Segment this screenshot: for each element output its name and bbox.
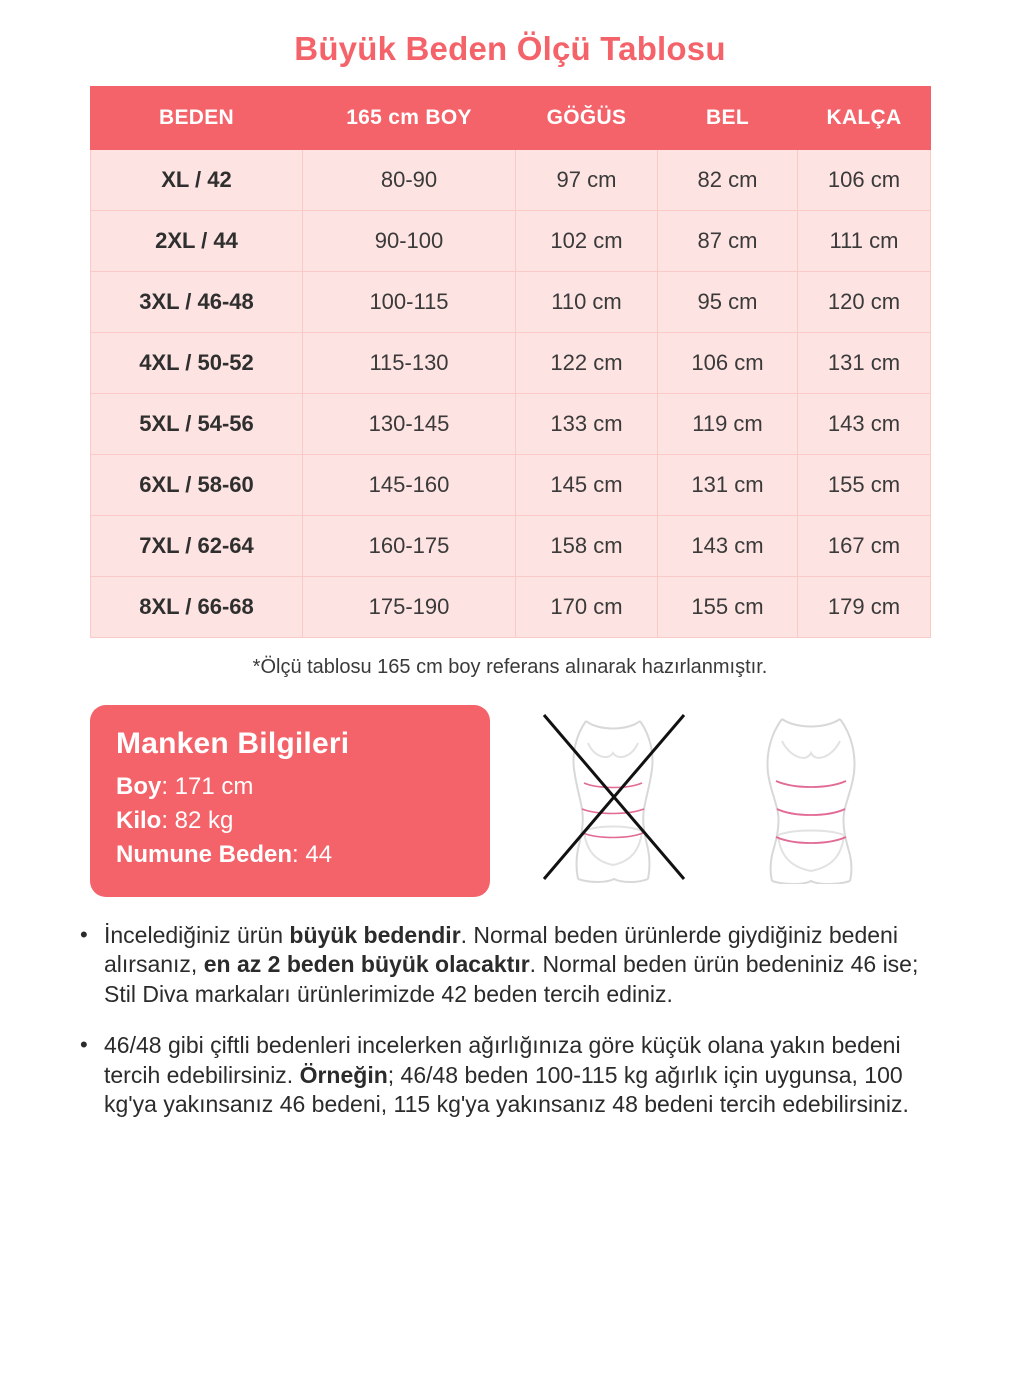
size-table bbox=[90, 86, 931, 638]
model-sample-size-label: Numune Beden bbox=[116, 841, 293, 868]
model-weight-line bbox=[116, 807, 464, 835]
page-title: Büyük Beden Ölçü Tablosu bbox=[294, 30, 726, 67]
note-text-emphasis: en az 2 beden büyük olacaktır bbox=[203, 951, 530, 978]
cell-chest: 110 cm bbox=[516, 272, 658, 333]
cell-size: 8XL / 66-68 bbox=[91, 577, 303, 638]
column-header-gogus: GÖĞÜS bbox=[516, 87, 658, 150]
cell-waist: 106 cm bbox=[658, 333, 798, 394]
cell-hip: 111 cm bbox=[798, 211, 931, 272]
measurement-figures bbox=[528, 709, 896, 884]
cell-waist: 82 cm bbox=[658, 150, 798, 211]
cell-waist: 155 cm bbox=[658, 577, 798, 638]
cell-height: 145-160 bbox=[303, 455, 516, 516]
cell-size: 5XL / 54-56 bbox=[91, 394, 303, 455]
cell-chest: 102 cm bbox=[516, 211, 658, 272]
bullet-icon: • bbox=[80, 922, 88, 947]
cell-waist: 131 cm bbox=[658, 455, 798, 516]
cell-size: 6XL / 58-60 bbox=[91, 455, 303, 516]
note-item bbox=[80, 921, 950, 1009]
cell-hip: 143 cm bbox=[798, 394, 931, 455]
cell-hip: 179 cm bbox=[798, 577, 931, 638]
cell-size: 3XL / 46-48 bbox=[91, 272, 303, 333]
cell-size: 2XL / 44 bbox=[91, 211, 303, 272]
size-chart-page bbox=[0, 30, 1020, 1390]
column-header-beden: BEDEN bbox=[91, 87, 303, 150]
cell-chest: 97 cm bbox=[516, 150, 658, 211]
cell-chest: 158 cm bbox=[516, 516, 658, 577]
table-row bbox=[91, 333, 931, 394]
cell-height: 80-90 bbox=[303, 150, 516, 211]
table-row bbox=[91, 394, 931, 455]
cell-chest: 170 cm bbox=[516, 577, 658, 638]
note-text bbox=[104, 921, 950, 1009]
cell-height: 100-115 bbox=[303, 272, 516, 333]
model-height-line bbox=[116, 773, 464, 801]
note-text-segment: . Normal beden ürün bedeniniz 46 ise; Stil Diva markaları ürünlerimizde 42 beden tercih ediniz. bbox=[104, 951, 919, 1007]
bullet-icon: • bbox=[80, 1032, 88, 1058]
size-notes bbox=[80, 921, 950, 1120]
cell-height: 90-100 bbox=[303, 211, 516, 272]
note-text-emphasis: büyük bedendir bbox=[289, 922, 461, 948]
cell-height: 115-130 bbox=[303, 333, 516, 394]
cell-hip: 120 cm bbox=[798, 272, 931, 333]
cell-chest: 133 cm bbox=[516, 394, 658, 455]
model-height-label: Boy bbox=[116, 773, 162, 800]
cell-waist: 95 cm bbox=[658, 272, 798, 333]
cell-size: 7XL / 62-64 bbox=[91, 516, 303, 577]
cell-chest: 122 cm bbox=[516, 333, 658, 394]
note-text-segment: ; 46/48 beden 100-115 kg ağırlık için uygunsa, 100 kg'ya yakınsanız 46 bedeni, 115 kg'ya yakınsanız 48 bedeni tercih edebilirsiniz. bbox=[104, 1061, 909, 1118]
model-info-heading: Manken Bilgileri bbox=[116, 727, 350, 760]
table-row bbox=[91, 577, 931, 638]
table-row bbox=[91, 455, 931, 516]
model-sample-size-line bbox=[116, 841, 464, 869]
cell-height: 160-175 bbox=[303, 516, 516, 577]
measurement-body-figure bbox=[726, 709, 896, 884]
column-header-boy: 165 cm BOY bbox=[303, 87, 516, 150]
note-text-segment: İncelediğiniz ürün bbox=[104, 922, 290, 948]
cell-hip: 167 cm bbox=[798, 516, 931, 577]
size-table-wrapper bbox=[90, 86, 930, 679]
note-text-segment: . Normal beden ürünlerde giydiğiniz bedeni alırsanız, bbox=[104, 922, 898, 978]
model-info-row bbox=[90, 705, 930, 897]
cell-height: 130-145 bbox=[303, 394, 516, 455]
model-height-value: : 171 cm bbox=[161, 773, 254, 800]
cell-waist: 143 cm bbox=[658, 516, 798, 577]
cell-hip: 106 cm bbox=[798, 150, 931, 211]
note-item bbox=[80, 1031, 950, 1119]
table-row bbox=[91, 150, 931, 211]
note-text-emphasis: Örneğin bbox=[299, 1061, 388, 1088]
cell-chest: 145 cm bbox=[516, 455, 658, 516]
cell-hip: 131 cm bbox=[798, 333, 931, 394]
cell-waist: 119 cm bbox=[658, 394, 798, 455]
table-footnote: *Ölçü tablosu 165 cm boy referans alınarak hazırlanmıştır. bbox=[252, 656, 768, 678]
cell-hip: 155 cm bbox=[798, 455, 931, 516]
model-info-card bbox=[90, 705, 490, 897]
note-text-segment: 46/48 gibi çiftli bedenleri incelerken ağırlığınıza göre küçük olana yakın bedeni tercih edebilirsiniz. bbox=[104, 1032, 901, 1088]
cell-waist: 87 cm bbox=[658, 211, 798, 272]
note-text bbox=[104, 1031, 950, 1119]
table-row bbox=[91, 211, 931, 272]
table-header-row bbox=[91, 87, 931, 150]
model-weight-value: : 82 kg bbox=[161, 807, 234, 834]
column-header-bel: BEL bbox=[658, 87, 798, 150]
cell-size: 4XL / 50-52 bbox=[91, 333, 303, 394]
crossed-out-body-figure bbox=[528, 709, 698, 884]
table-row bbox=[91, 272, 931, 333]
column-header-kalca: KALÇA bbox=[798, 87, 931, 150]
table-row bbox=[91, 516, 931, 577]
cell-height: 175-190 bbox=[303, 577, 516, 638]
cell-size: XL / 42 bbox=[91, 150, 303, 211]
model-sample-size-value: : 44 bbox=[292, 841, 333, 868]
model-weight-label: Kilo bbox=[116, 807, 162, 834]
